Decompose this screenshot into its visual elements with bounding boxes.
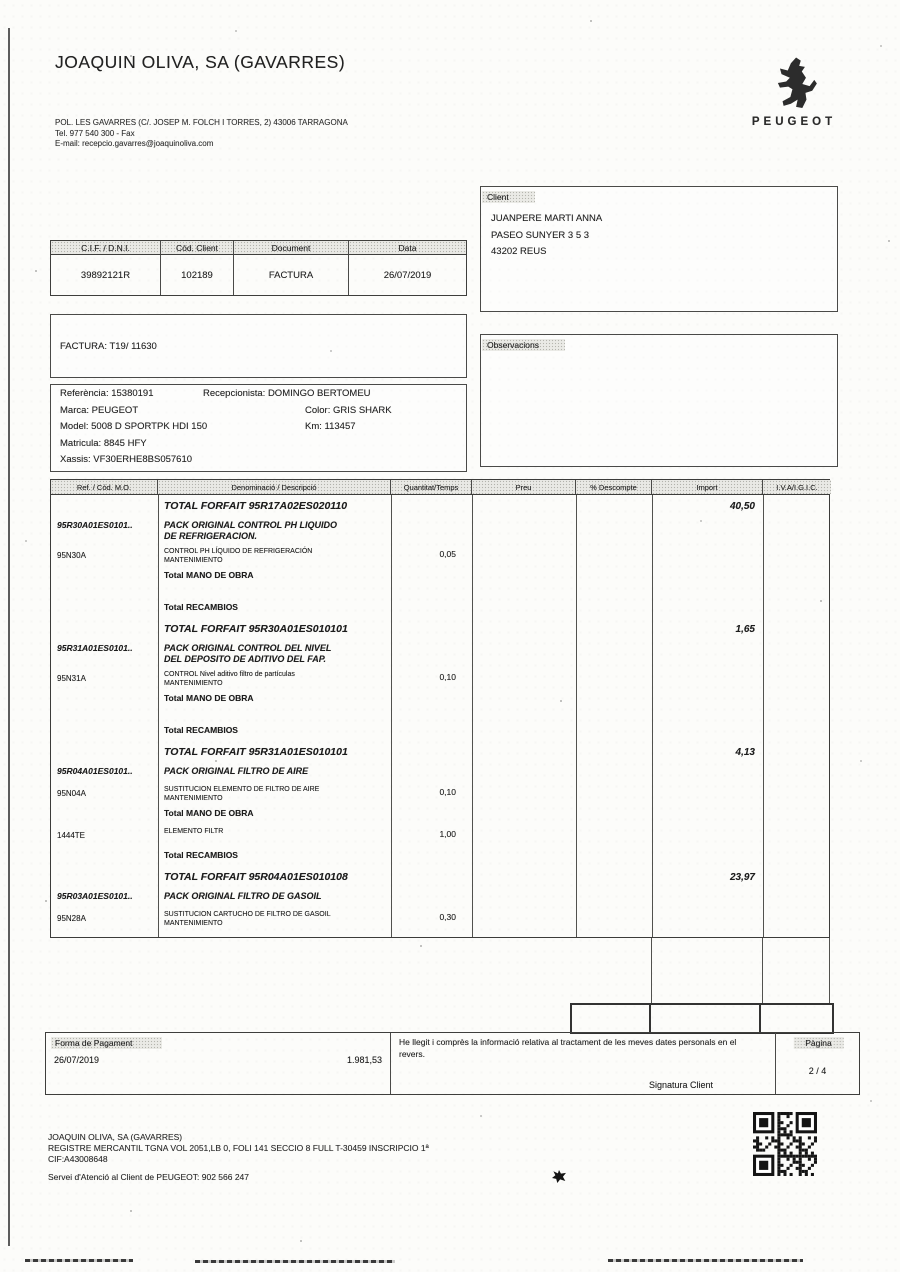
- peugeot-wordmark: PEUGEOT: [751, 116, 837, 128]
- item-iva: [763, 847, 830, 851]
- item-ref: [51, 722, 158, 726]
- item-iva: [763, 618, 830, 622]
- column-divider: [158, 495, 159, 937]
- item-ref: [51, 741, 158, 745]
- item-descompte: [576, 495, 652, 499]
- item-ref: [51, 586, 158, 590]
- peugeot-lion-icon: [768, 54, 820, 112]
- item-preu: [472, 866, 576, 870]
- vehicle-info-box: [50, 384, 467, 472]
- item-desc: TOTAL FORFAIT 95R17A02ES020110: [164, 500, 348, 512]
- item-row: [51, 847, 829, 866]
- vehicle-recepcionista: Recepcionista: DOMINGO BERTOMEU: [203, 388, 371, 399]
- page-cell: [776, 1033, 859, 1094]
- item-iva: [763, 516, 830, 520]
- totals-empty-cell: [761, 1005, 832, 1032]
- item-desc: Total RECAMBIOS: [164, 725, 238, 735]
- item-preu: [472, 805, 576, 809]
- item-iva: [763, 690, 830, 694]
- item-preu: [472, 516, 576, 520]
- observacions-box: [480, 334, 838, 467]
- vehicle-line-2: [51, 402, 466, 419]
- legal-company: JOAQUIN OLIVA, SA (GAVARRES): [48, 1132, 183, 1142]
- payment-cell: [46, 1033, 391, 1094]
- item-ref: [51, 847, 158, 851]
- item-qty: [391, 887, 472, 891]
- vehicle-model: Model: 5008 D SPORTPK HDI 150: [60, 421, 208, 432]
- item-import: [652, 887, 763, 891]
- item-preu: [472, 709, 576, 713]
- item-import: [652, 599, 763, 603]
- client-box: [480, 186, 838, 312]
- header-data: Data: [349, 241, 466, 255]
- item-preu: [472, 667, 576, 671]
- item-import: [652, 586, 763, 590]
- item-row: [51, 690, 829, 709]
- item-row: [51, 586, 829, 599]
- document-info-header-row: [51, 241, 466, 255]
- item-iva: [763, 887, 830, 891]
- item-preu: [472, 599, 576, 603]
- column-continuation-line: [829, 938, 830, 1004]
- item-descompte: [576, 567, 652, 571]
- scan-speckles: [130, 55, 132, 57]
- item-ref: 1444TE: [57, 831, 86, 840]
- totals-empty-row: [570, 1003, 834, 1034]
- column-divider: [391, 495, 392, 937]
- factura-number-box: [50, 314, 467, 378]
- item-row: [51, 544, 829, 567]
- item-preu: [472, 567, 576, 571]
- item-preu: [472, 586, 576, 590]
- item-desc: ELEMENTO FILTR: [164, 828, 224, 835]
- header-cod-client: Cód. Client: [161, 241, 234, 255]
- document-info-value-row: [51, 255, 466, 295]
- item-iva: [763, 741, 830, 745]
- item-qty: 0,10: [439, 672, 456, 682]
- item-row: [51, 516, 829, 544]
- item-row: [51, 722, 829, 741]
- item-ref: 95N28A: [57, 914, 86, 923]
- item-preu: [472, 618, 576, 622]
- column-divider: [763, 495, 764, 937]
- vehicle-matricula: Matricula: 8845 HFY: [60, 437, 147, 449]
- payment-date: 26/07/2019: [54, 1055, 100, 1065]
- client-city: 43202 REUS: [491, 246, 547, 257]
- item-ref: 95R04A01ES0101..: [57, 766, 133, 776]
- legal-cif: CIF:A43008648: [48, 1154, 108, 1164]
- item-import: [652, 805, 763, 809]
- vehicle-line-5: [51, 451, 466, 468]
- item-preu: [472, 907, 576, 911]
- payment-method-label: Forma de Pagament: [51, 1037, 162, 1049]
- item-desc: SUSTITUCION ELEMENTO DE FILTRO DE AIRE MANTENIMIENTO: [164, 786, 320, 802]
- item-descompte: [576, 709, 652, 713]
- item-ref: 95N04A: [57, 789, 86, 798]
- items-header-quantitat: Quantitat/Temps: [391, 480, 472, 494]
- item-row: [51, 599, 829, 618]
- item-ref: [51, 866, 158, 870]
- item-preu: [472, 782, 576, 786]
- item-descompte: [576, 516, 652, 520]
- item-import: [652, 567, 763, 571]
- item-iva: [763, 782, 830, 786]
- item-desc: SUSTITUCION CARTUCHO DE FILTRO DE GASOIL MANTENIMIENTO: [164, 911, 331, 927]
- item-qty: [391, 495, 472, 499]
- privacy-notice: He llegit i comprès la informació relativa al tractament de les meves dates personals en el revers.: [399, 1037, 737, 1059]
- item-row: [51, 495, 829, 516]
- item-desc: [158, 586, 391, 590]
- item-descompte: [576, 618, 652, 622]
- item-row: [51, 667, 829, 690]
- item-qty: [391, 805, 472, 809]
- item-import: [652, 722, 763, 726]
- items-rows-container: [51, 495, 829, 930]
- item-descompte: [576, 866, 652, 870]
- item-row: [51, 782, 829, 805]
- address-line-1: POL. LES GAVARRES (C/. JOSEP M. FOLCH I TORRES, 2) 43006 TARRAGONA: [55, 118, 348, 127]
- payment-footer-box: [45, 1032, 860, 1095]
- item-desc: TOTAL FORFAIT 95R04A01ES010108: [164, 871, 348, 883]
- item-desc: Total MANO DE OBRA: [164, 693, 254, 703]
- item-qty: [391, 586, 472, 590]
- item-desc: TOTAL FORFAIT 95R31A01ES010101: [164, 746, 348, 758]
- item-qty: 0,10: [439, 787, 456, 797]
- item-qty: [391, 847, 472, 851]
- item-desc: Total RECAMBIOS: [164, 850, 238, 860]
- item-import: [652, 907, 763, 911]
- privacy-cell: [391, 1033, 776, 1094]
- value-data: 26/07/2019: [383, 270, 432, 281]
- item-ref: [51, 567, 158, 571]
- item-ref: 95R31A01ES0101..: [57, 643, 133, 653]
- item-import: [652, 782, 763, 786]
- item-desc: CONTROL Nivel aditivo filtro de partículas MANTENIMIENTO: [164, 671, 295, 687]
- item-import: [652, 824, 763, 828]
- scan-streak: [608, 1259, 803, 1262]
- item-descompte: [576, 639, 652, 643]
- value-cif-dni: 39892121R: [51, 255, 161, 295]
- items-header-iva: I.V.A/I.G.I.C.: [763, 480, 831, 494]
- item-row: [51, 709, 829, 722]
- scan-streak: [25, 1259, 133, 1262]
- item-iva: [763, 866, 830, 870]
- value-document: FACTURA: [234, 255, 349, 295]
- items-table-header: [50, 479, 830, 495]
- page-number-value: 2 / 4: [808, 1066, 827, 1076]
- item-descompte: [576, 762, 652, 766]
- item-desc: PACK ORIGINAL CONTROL DEL NIVEL DEL DEPOSITO DE ADITIVO DEL FAP.: [164, 643, 332, 664]
- items-header-preu: Preu: [472, 480, 576, 494]
- vehicle-line-4: [51, 435, 466, 452]
- column-continuation-line: [651, 938, 652, 1004]
- items-header-import: Import: [652, 480, 763, 494]
- item-row: [51, 824, 829, 847]
- legal-customer-service: Servei d'Atenció al Client de PEUGEOT: 902 566 247: [48, 1172, 250, 1182]
- item-descompte: [576, 847, 652, 851]
- item-row: [51, 866, 829, 887]
- client-address: PASEO SUNYER 3 5 3: [491, 229, 590, 241]
- item-preu: [472, 847, 576, 851]
- item-iva: [763, 722, 830, 726]
- items-header-ref: Ref. / Cód. M.O.: [51, 480, 158, 494]
- totals-empty-cell: [572, 1005, 651, 1032]
- value-cod-client: 102189: [161, 255, 234, 295]
- item-descompte: [576, 722, 652, 726]
- item-preu: [472, 495, 576, 499]
- qr-code: [753, 1112, 817, 1176]
- item-qty: [391, 762, 472, 766]
- item-import: [652, 690, 763, 694]
- item-descompte: [576, 824, 652, 828]
- item-import: 40,50: [729, 501, 755, 512]
- item-qty: 0,30: [439, 912, 456, 922]
- item-ref: [51, 618, 158, 622]
- item-import: 23,97: [729, 872, 755, 883]
- address-line-2: Tel. 977 540 300 - Fax: [55, 128, 135, 138]
- item-qty: [391, 516, 472, 520]
- item-iva: [763, 907, 830, 911]
- item-import: [652, 709, 763, 713]
- item-iva: [763, 599, 830, 603]
- item-descompte: [576, 741, 652, 745]
- vehicle-color: Color: GRIS SHARK: [305, 404, 392, 416]
- item-qty: [391, 639, 472, 643]
- address-line-3: E-mail: recepcio.gavarres@joaquinoliva.com: [55, 139, 214, 148]
- item-iva: [763, 805, 830, 809]
- vehicle-line-3: [51, 418, 466, 435]
- item-qty: [391, 618, 472, 622]
- items-table: [50, 479, 830, 938]
- column-continuation-line: [762, 938, 763, 1004]
- item-row: [51, 567, 829, 586]
- item-import: [652, 516, 763, 520]
- totals-empty-cell: [651, 1005, 761, 1032]
- item-preu: [472, 887, 576, 891]
- item-qty: [391, 567, 472, 571]
- header-document: Document: [234, 241, 349, 255]
- company-address: [55, 118, 348, 150]
- item-preu: [472, 690, 576, 694]
- item-row: [51, 639, 829, 667]
- items-table-body: [50, 495, 830, 938]
- item-import: [652, 762, 763, 766]
- item-desc: PACK ORIGINAL CONTROL PH LIQUIDO DE REFRIGERACION.: [164, 520, 338, 541]
- item-import: 4,13: [735, 747, 755, 758]
- legal-registry: REGISTRE MERCANTIL TGNA VOL 2051,LB 0, FOLI 141 SECCIO 8 FULL T-30459 INSCRIPCIO 1ª: [48, 1143, 429, 1153]
- column-divider: [576, 495, 577, 937]
- item-qty: [391, 690, 472, 694]
- item-iva: [763, 495, 830, 499]
- item-import: 1,65: [735, 624, 755, 635]
- item-descompte: [576, 599, 652, 603]
- item-iva: [763, 824, 830, 828]
- item-descompte: [576, 907, 652, 911]
- item-descompte: [576, 544, 652, 548]
- item-ref: 95N31A: [57, 674, 86, 683]
- payment-amount: 1.981,53: [346, 1055, 382, 1065]
- item-descompte: [576, 667, 652, 671]
- item-iva: [763, 762, 830, 766]
- item-desc: [158, 709, 391, 713]
- document-info-table: [50, 240, 467, 296]
- column-divider: [472, 495, 473, 937]
- item-desc: PACK ORIGINAL FILTRO DE GASOIL: [164, 891, 322, 901]
- signature-label: Signatura Client: [648, 1080, 713, 1090]
- vehicle-line-1: [51, 385, 466, 402]
- item-desc: Total MANO DE OBRA: [164, 808, 254, 818]
- item-descompte: [576, 782, 652, 786]
- scan-edge-line: [8, 28, 10, 1246]
- client-name: JUANPERE MARTI ANNA: [491, 213, 603, 224]
- item-iva: [763, 567, 830, 571]
- item-qty: [391, 709, 472, 713]
- item-qty: [391, 599, 472, 603]
- item-desc: TOTAL FORFAIT 95R30A01ES010101: [164, 623, 348, 635]
- item-row: [51, 618, 829, 639]
- item-ref: [51, 805, 158, 809]
- item-iva: [763, 544, 830, 548]
- item-qty: 1,00: [439, 829, 456, 839]
- item-desc: CONTROL PH LÍQUIDO DE REFRIGERACIÓN MANTENIMIENTO: [164, 548, 313, 564]
- item-qty: [391, 722, 472, 726]
- ink-blob-artifact: [552, 1170, 566, 1183]
- item-desc: Total RECAMBIOS: [164, 602, 238, 612]
- item-import: [652, 544, 763, 548]
- client-box-label: Client: [482, 191, 535, 203]
- item-qty: [391, 866, 472, 870]
- column-divider: [652, 495, 653, 937]
- items-header-descompte: % Descompte: [576, 480, 652, 494]
- item-import: [652, 667, 763, 671]
- item-preu: [472, 741, 576, 745]
- legal-footer: [48, 1132, 429, 1183]
- scan-streak: [195, 1260, 395, 1263]
- item-preu: [472, 762, 576, 766]
- item-descompte: [576, 805, 652, 809]
- item-preu: [472, 639, 576, 643]
- item-preu: [472, 824, 576, 828]
- item-descompte: [576, 887, 652, 891]
- vehicle-xassis: Xassis: VF30ERHE8BS057610: [60, 454, 193, 465]
- item-descompte: [576, 586, 652, 590]
- item-qty: [391, 741, 472, 745]
- item-iva: [763, 586, 830, 590]
- item-ref: [51, 495, 158, 499]
- factura-number: FACTURA: T19/ 11630: [60, 341, 157, 352]
- page-number-label: Pàgina: [793, 1037, 843, 1049]
- header-cif-dni: C.I.F. / D.N.I.: [51, 241, 161, 255]
- item-ref: [51, 599, 158, 603]
- item-descompte: [576, 690, 652, 694]
- vehicle-marca: Marca: PEUGEOT: [60, 404, 139, 416]
- item-row: [51, 907, 829, 930]
- peugeot-logo: [744, 54, 844, 128]
- item-iva: [763, 667, 830, 671]
- item-preu: [472, 544, 576, 548]
- observacions-box-label: Observacions: [482, 339, 565, 351]
- item-ref: 95R03A01ES0101..: [57, 891, 133, 901]
- vehicle-km: Km: 113457: [305, 421, 356, 432]
- item-iva: [763, 709, 830, 713]
- item-ref: [51, 709, 158, 713]
- item-row: [51, 887, 829, 907]
- item-import: [652, 847, 763, 851]
- item-qty: 0,05: [439, 549, 456, 559]
- item-ref: 95R30A01ES0101..: [57, 520, 133, 530]
- item-row: [51, 805, 829, 824]
- item-iva: [763, 639, 830, 643]
- item-ref: [51, 690, 158, 694]
- items-header-denominacio: Denominació / Descripció: [158, 480, 391, 494]
- item-desc: PACK ORIGINAL FILTRO DE AIRE: [164, 766, 309, 776]
- vehicle-referencia: Referència: 15380191: [60, 388, 154, 399]
- item-row: [51, 741, 829, 762]
- company-name: JOAQUIN OLIVA, SA (GAVARRES): [55, 52, 346, 72]
- item-desc: Total MANO DE OBRA: [164, 570, 254, 580]
- item-import: [652, 639, 763, 643]
- item-row: [51, 762, 829, 782]
- item-preu: [472, 722, 576, 726]
- item-ref: 95N30A: [57, 551, 86, 560]
